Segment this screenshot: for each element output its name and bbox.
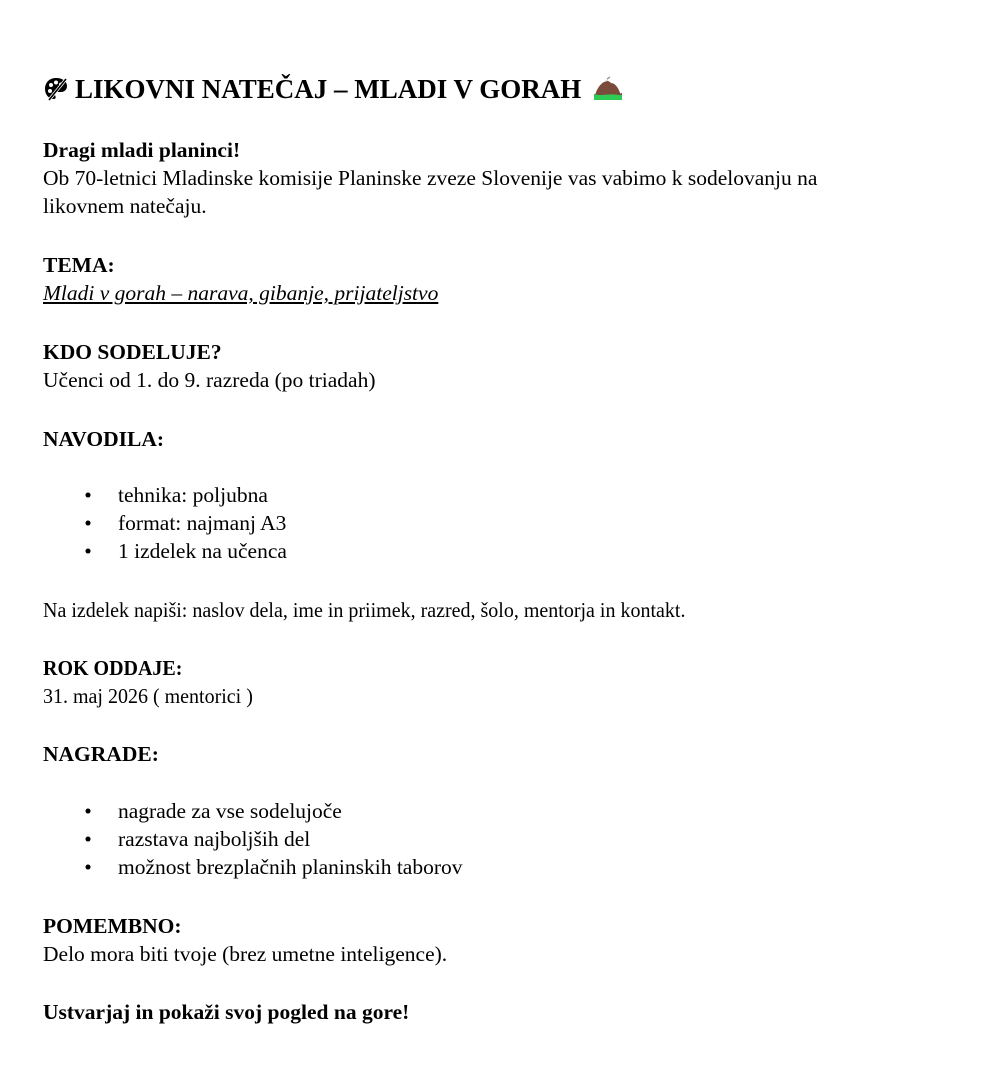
navodila-item-text: tehnika: poljubna <box>118 483 268 507</box>
intro-line-1: Ob 70-letnici Mladinske komisije Planinske zveze Slovenije vas vabimo k sodelovanju na <box>43 166 818 190</box>
bullet-icon: • <box>84 539 92 563</box>
title-text: LIKOVNI NATEČAJ – MLADI V GORAH <box>75 74 582 104</box>
artist-palette-icon <box>43 76 69 102</box>
bullet-icon: • <box>84 483 92 507</box>
tema-text: Mladi v gorah – narava, gibanje, prijateljstvo <box>43 281 439 305</box>
kdo-sodeluje-heading: KDO SODELUJE? <box>43 340 222 364</box>
mountain-icon <box>593 76 623 102</box>
nagrade-item-text: nagrade za vse sodelujoče <box>118 799 342 823</box>
nagrade-heading: NAGRADE: <box>43 742 159 766</box>
navodila-heading: NAVODILA: <box>43 427 165 451</box>
navodila-item-text: 1 izdelek na učenca <box>118 539 287 563</box>
bullet-icon: • <box>84 511 92 535</box>
intro-line-2: likovnem natečaju. <box>43 194 207 218</box>
closing-line: Ustvarjaj in pokaži svoj pogled na gore! <box>43 1000 410 1024</box>
bullet-icon: • <box>84 827 92 851</box>
rok-oddaje-heading: ROK ODDAJE: <box>43 656 183 680</box>
pomembno-text: Delo mora biti tvoje (brez umetne inteligence). <box>43 942 448 966</box>
nagrade-item-text: razstava najboljših del <box>118 827 311 851</box>
tema-heading: TEMA: <box>43 253 115 277</box>
bullet-icon: • <box>84 855 92 879</box>
greeting: Dragi mladi planinci! <box>43 138 241 162</box>
pomembno-heading: POMEMBNO: <box>43 914 182 938</box>
document-title <box>43 72 623 106</box>
navodila-note: Na izdelek napiši: naslov dela, ime in priimek, razred, šolo, mentorja in kontakt. <box>43 598 686 622</box>
kdo-sodeluje-text: Učenci od 1. do 9. razreda (po triadah) <box>43 368 376 392</box>
navodila-item-text: format: najmanj A3 <box>118 511 287 535</box>
nagrade-item-text: možnost brezplačnih planinskih taborov <box>118 855 463 879</box>
bullet-icon: • <box>84 799 92 823</box>
rok-oddaje-text: 31. maj 2026 ( mentorici ) <box>43 684 253 708</box>
